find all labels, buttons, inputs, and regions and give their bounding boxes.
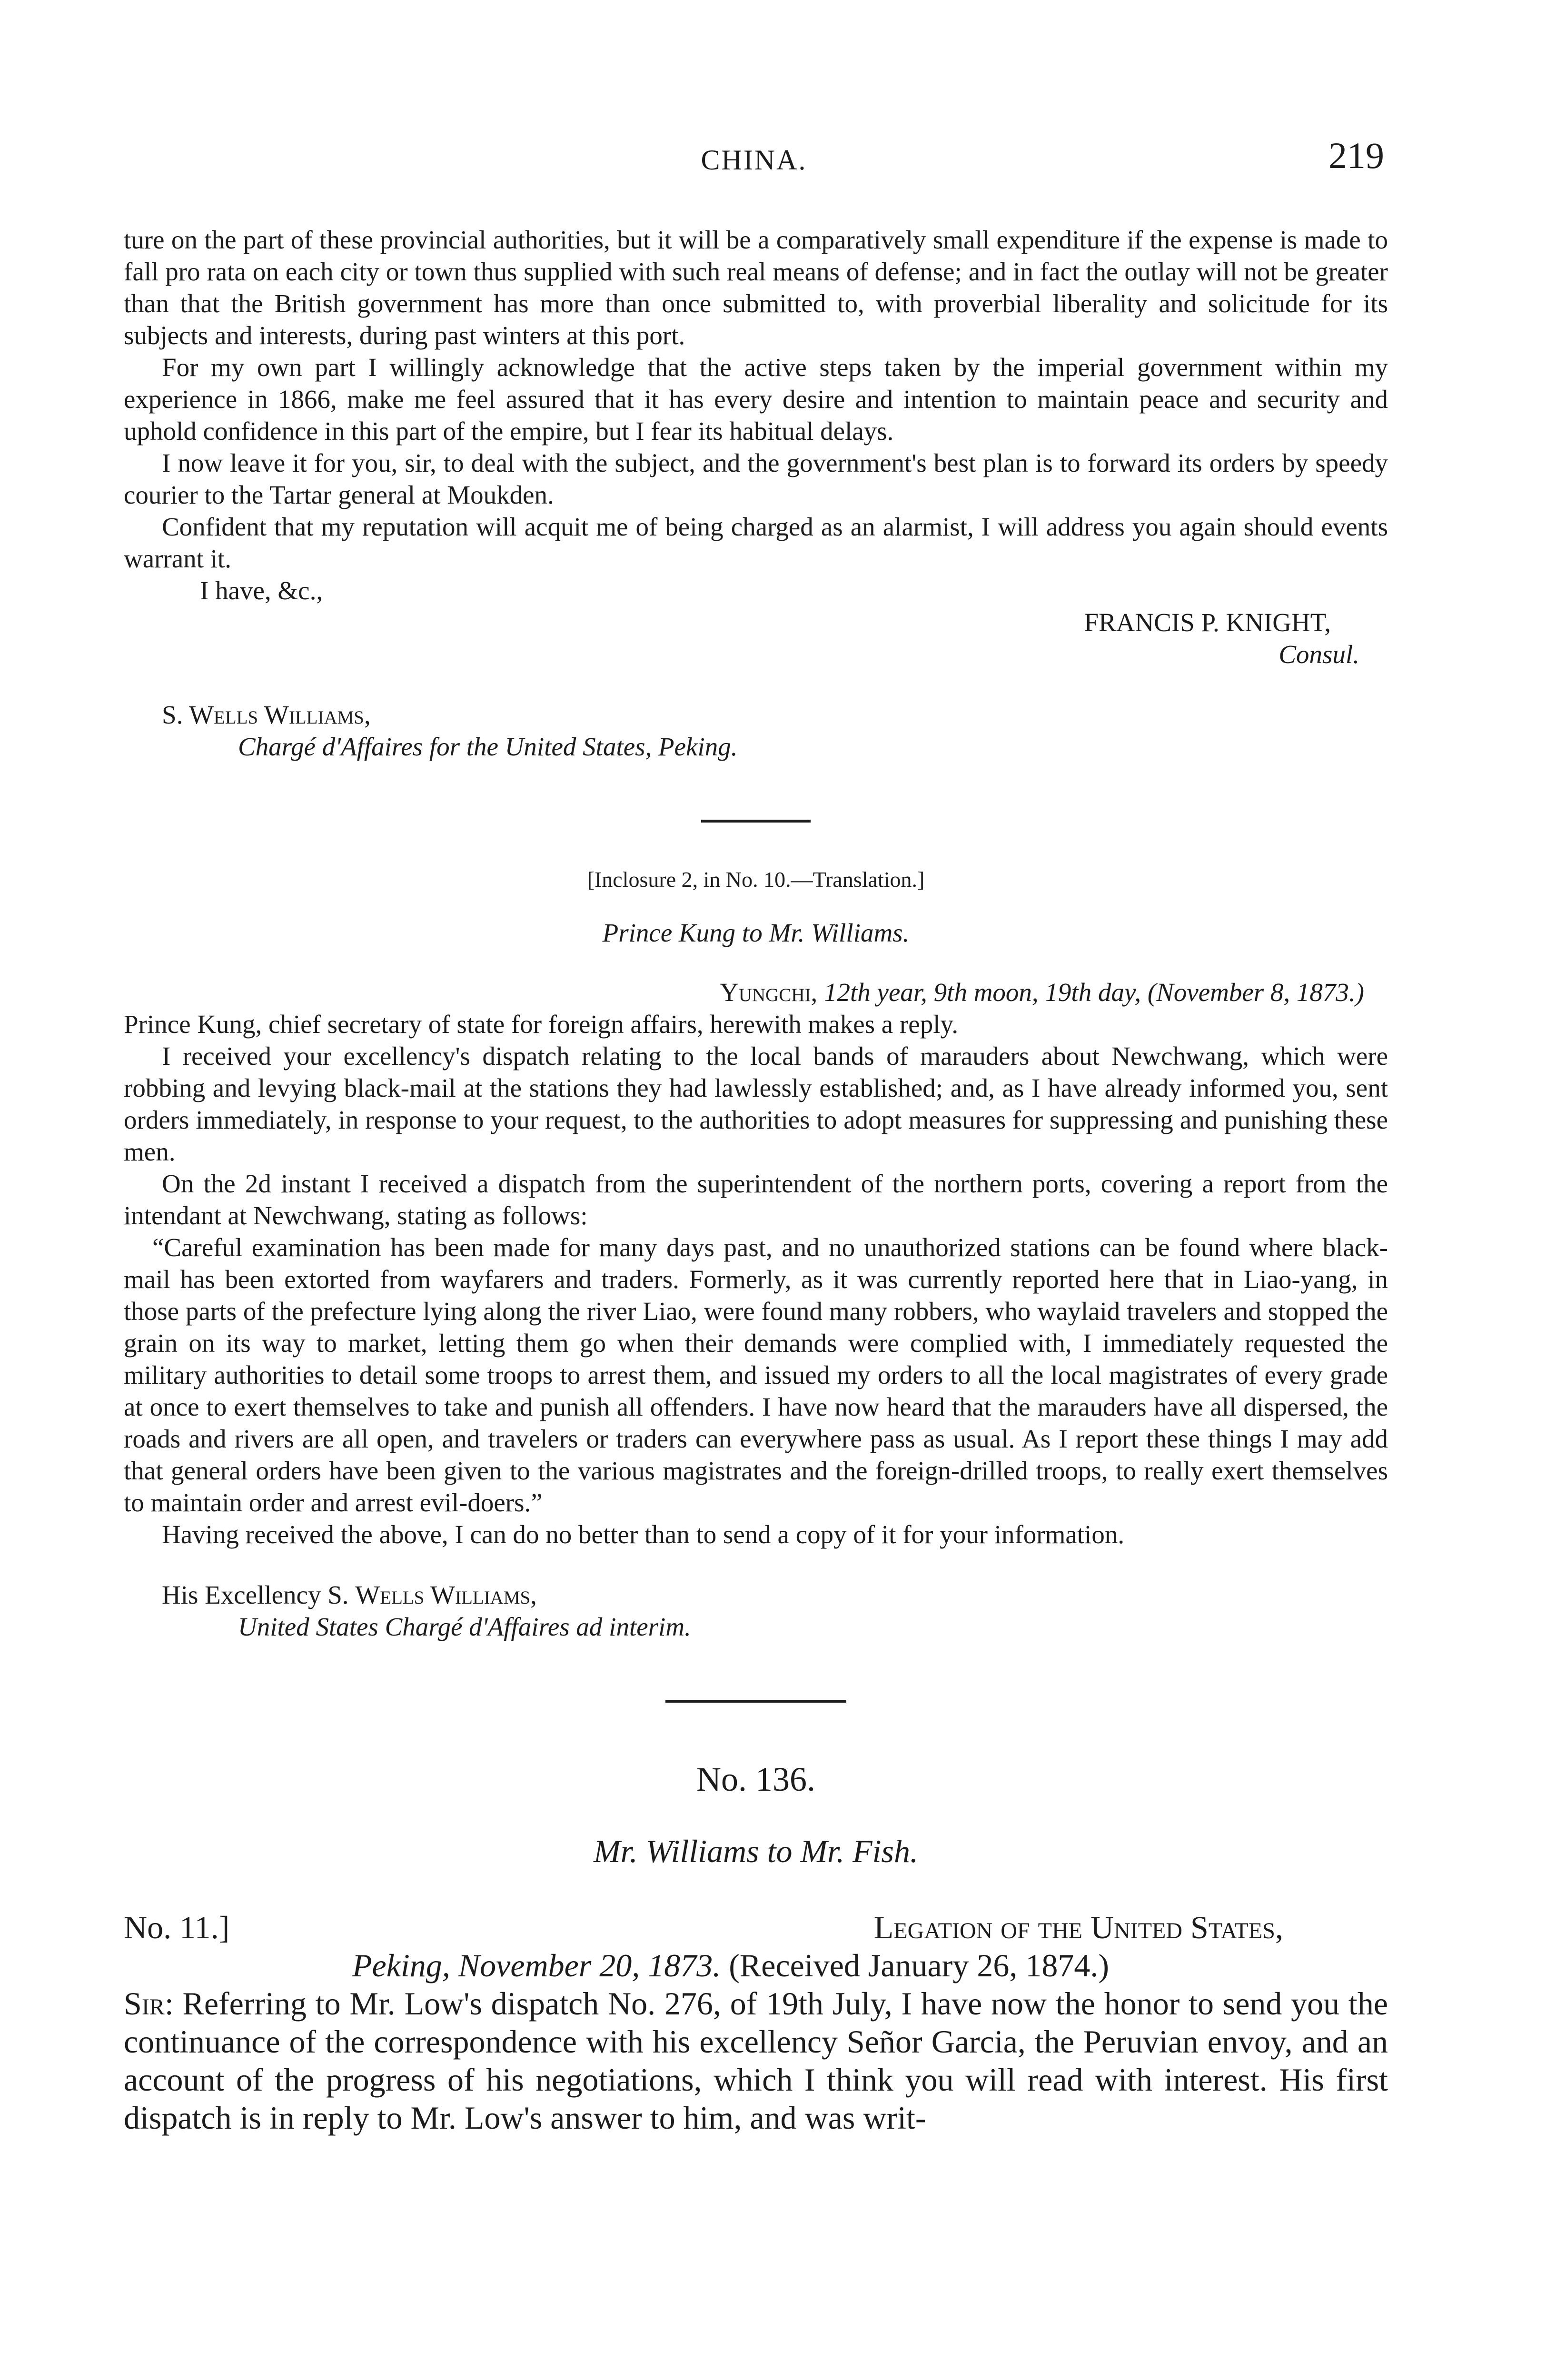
dateline-era: Yungchi, [720, 978, 818, 1007]
paragraph: I now leave it for you, sir, to deal with the subject, and the government's best plan is to forward its orders by speedy courier to the Tartar general at Moukden. [124, 448, 1388, 509]
document-title: Mr. Williams to Mr. Fish. [594, 1833, 918, 1869]
paragraph: On the 2d instant I received a dispatch from the superintendent of the northern ports, covering a report from the intendant at Newchwang, stating as follows: [124, 1169, 1388, 1230]
paragraph: For my own part I willingly acknowledge that the active steps taken by the imperial government within my experience in 1866, make me feel assured that it has every desire and intention to maintain peace and security and uphold confidence in this part of the empire, but I fear its habitual delays. [124, 353, 1388, 446]
closing: I have, &c., [200, 576, 323, 605]
running-head: CHINA. [701, 144, 807, 176]
dateline [124, 976, 1364, 1008]
addressee [124, 1579, 1388, 1611]
paragraph: I received your excellency's dispatch relating to the local bands of marauders about Newchwang, which were robbing and levying black-mail at the stations they had lawlessly established; and, as I have already informed you, sent orders immediately, in response to your request, to the authorities to adopt measures for suppressing and punishing these men. [124, 1041, 1388, 1166]
page-body [124, 224, 1388, 2137]
page-number: 219 [1328, 135, 1384, 176]
dispatch-date [124, 1946, 1388, 1984]
page-header [124, 134, 1384, 191]
dateline-date: 12th year, 9th moon, 19th day, (November 8, 1873.) [824, 978, 1364, 1007]
addressee-name: Wells Williams, [355, 1580, 537, 1609]
dispatch-ref: No. 11.] [124, 1909, 230, 1945]
addressee-prefix: His Excellency S. [162, 1580, 349, 1609]
addressee-title: Chargé d'Affaires for the United States, Peking. [238, 732, 738, 761]
section-rule [665, 1700, 846, 1703]
paragraph: ture on the part of these provincial authorities, but it will be a comparatively small expenditure if the expense is made to fall pro rata on each city or town thus supplied with such real means of defense; and in fact the outlay will not be greater than that the British government has more than once submitted to, with proverbial liberality and solicitude for its subjects and interests, during past winters at this port. [124, 225, 1388, 350]
signature: FRANCIS P. KNIGHT, [1084, 608, 1331, 637]
paragraph: Confident that my reputation will acquit me of being charged as an alarmist, I will address you again should events warrant it. [124, 512, 1388, 573]
letter-body [124, 1984, 1388, 2137]
quoted-report: “Careful examination has been made for many days past, and no unauthorized stations can be found where black-mail has been extorted from wayfarers and traders. Formerly, as it was currently reported here that in Liao-yang, in those parts of the prefecture lying along the river Liao, were found many robbers, who waylaid travelers and stopped the grain on its way to market, letting them go when their demands were complied with, I immediately requested the military authorities to detail some troops to arrest them, and issued my orders to all the local magistrates of every grade at once to exert themselves to take and punish all offenders. I have now heard that the marauders have all dispersed, the roads and rivers are all open, and travelers or traders can everywhere pass as usual. As I report these things I may add that general orders have been given to the various magistrates and the foreign-drilled troops, to really exert themselves to maintain order and arrest evil-doers.” [124, 1233, 1388, 1517]
received-note: (Received January 26, 1874.) [729, 1947, 1109, 1983]
document-number: No. 136. [696, 1760, 815, 1798]
date-place: Peking, November 20, 1873. [352, 1947, 721, 1983]
reference-row [124, 1908, 1388, 1946]
signature-title: Consul. [1278, 640, 1359, 669]
addressee-title: United States Chargé d'Affaires ad interim. [238, 1612, 691, 1641]
salutation: Sir: [124, 1985, 174, 2022]
paragraph: Prince Kung, chief secretary of state for foreign affairs, herewith makes a reply. [124, 1010, 959, 1039]
section-rule [701, 820, 811, 823]
addressee: S. Wells Williams, [162, 700, 371, 729]
letter-text: Referring to Mr. Low's dispatch No. 276, of 19th July, I have now the honor to send you the continuance of the correspondence with his excellency Señor Garcia, the Peruvian envoy, and an account of the progress of his negotiations, which I think you will read with interest. His first dispatch is in reply to Mr. Low's answer to him, and was writ- [124, 1985, 1388, 2136]
inclosure-label: [Inclosure 2, in No. 10.—Translation.] [587, 867, 925, 892]
legation-heading: Legation of the United States, [873, 1909, 1283, 1945]
letter-title: Prince Kung to Mr. Williams. [602, 918, 910, 947]
paragraph: Having received the above, I can do no better than to send a copy of it for your information. [162, 1520, 1125, 1549]
